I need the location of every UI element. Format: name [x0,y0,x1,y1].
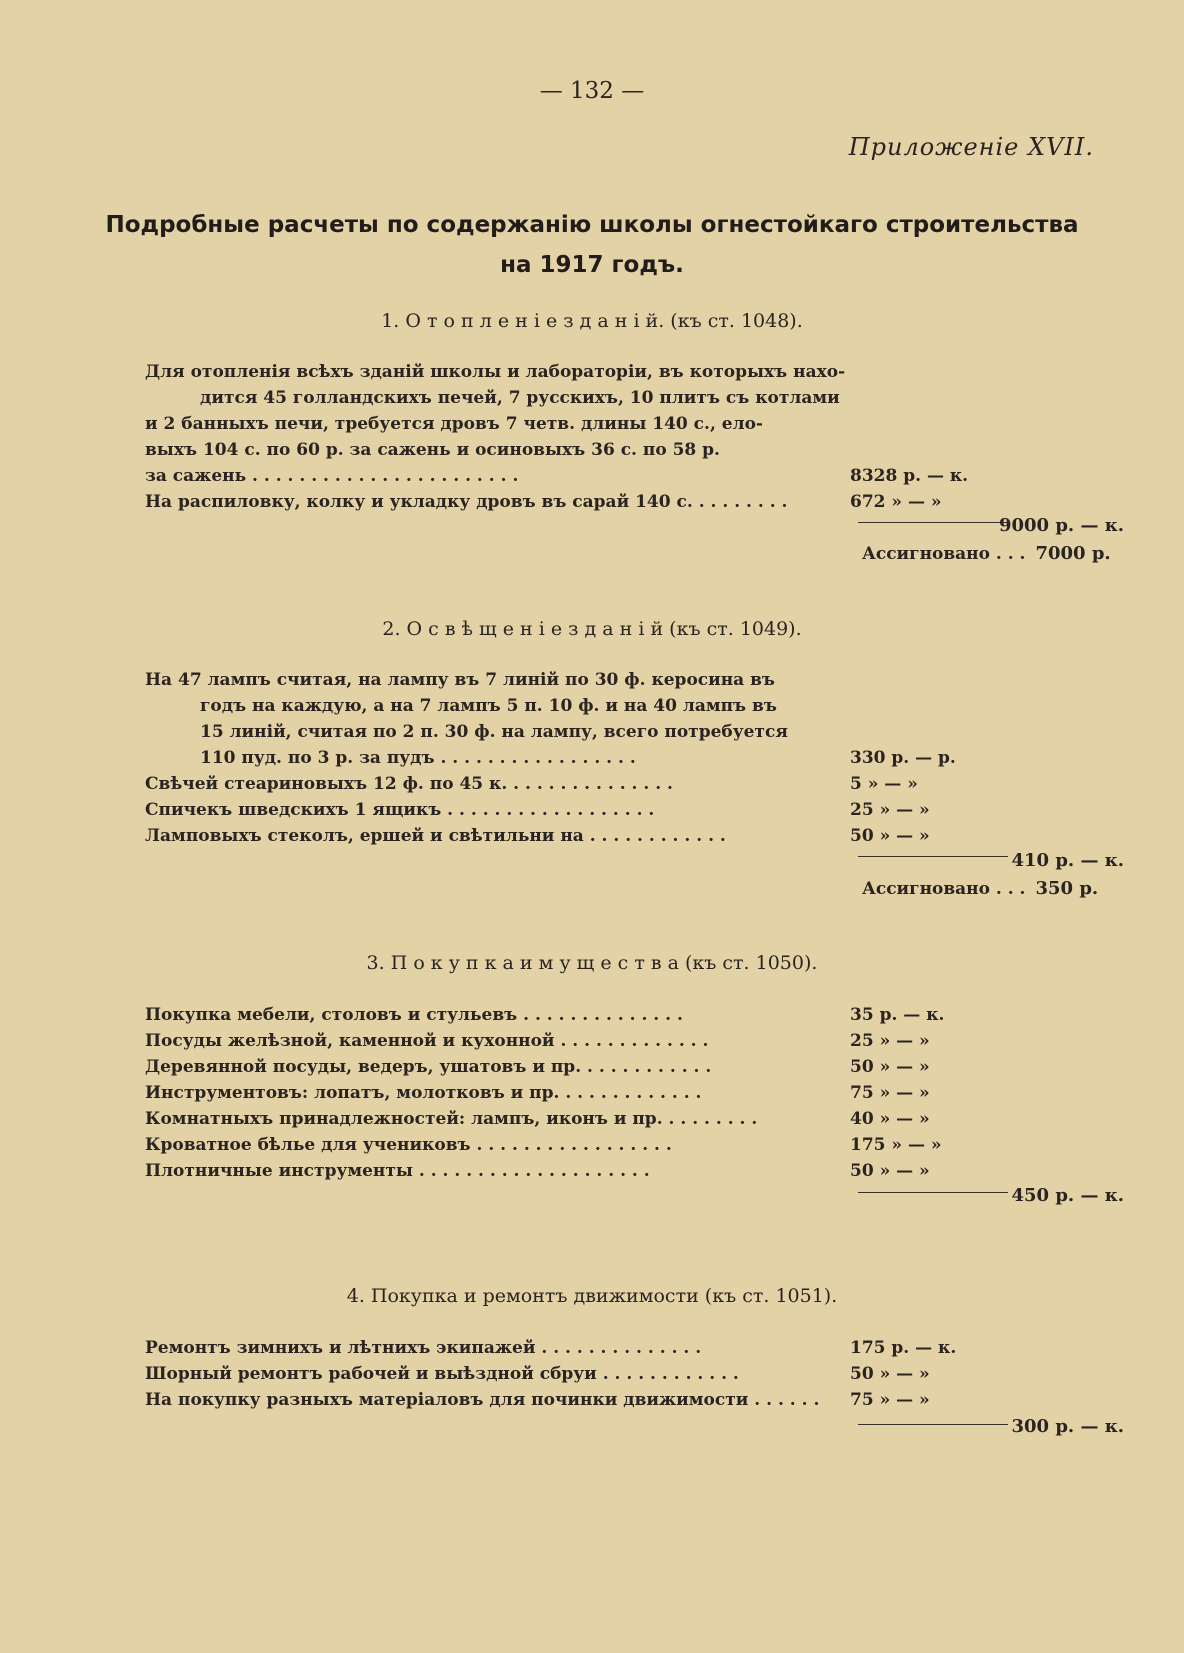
section-2-line: На 47 лампъ считая, на лампу въ 7 линій по 30 ф. керосина въ [145,670,775,690]
section-4-amount: 75 » — » [850,1390,930,1410]
section-1-total: 9000 р. — к. [998,515,1124,536]
section-3-subtotal-rule [858,1192,1008,1193]
section-3-line: Плотничные инструменты . . . . . . . . . . . . . . . . . . . . [145,1161,650,1181]
section-3-amount: 50 » — » [850,1161,930,1181]
section-2-line: Свѣчей стеариновыхъ 12 ф. по 45 к. . . . . . . . . . . . . . . [145,774,673,794]
section-2-subtotal-rule [858,856,1008,857]
section-4-line: На покупку разныхъ матеріаловъ для починки движимости . . . . . . [145,1390,820,1410]
section-3-line: Покупка мебели, столовъ и стульевъ . . . . . . . . . . . . . . [145,1005,683,1025]
section-2-heading: 2. О с в ѣ щ е н і е з д а н і й (къ ст. 1049). [382,618,802,640]
assigned-value: 7000 р. [1035,543,1111,564]
section-4-amount: 175 р. — к. [850,1338,957,1358]
section-1-amount: 8328 р. — к. [850,466,969,486]
document-title-year: на 1917 годъ. [500,252,684,278]
section-1-line: дится 45 голландскихъ печей, 7 русскихъ, 10 плитъ съ котлами [200,388,840,408]
section-2-amount: 330 р. — р. [850,748,956,768]
section-2-assigned [862,878,1162,899]
assigned-label: Ассигновано . . . [862,879,1026,899]
page-number: — 132 — [539,78,645,104]
section-1-line: На распиловку, колку и укладку дровъ въ сарай 140 с. . . . . . . . . [145,492,788,512]
section-2-line: Ламповыхъ стеколъ, ершей и свѣтильни на . . . . . . . . . . . . [145,826,726,846]
section-1-assigned [862,543,1162,564]
assigned-label: Ассигновано . . . [862,544,1026,564]
section-3-amount: 25 » — » [850,1031,930,1051]
section-2-line: 110 пуд. по 3 р. за пудъ . . . . . . . . . . . . . . . . . [200,748,636,768]
section-3-line: Инструментовъ: лопатъ, молотковъ и пр. . . . . . . . . . . . . [145,1083,702,1103]
section-3-amount: 75 » — » [850,1083,930,1103]
section-4-heading: 4. Покупка и ремонтъ движимости (къ ст. 1051). [346,1285,838,1307]
section-1-line: выхъ 104 с. по 60 р. за сажень и осиновыхъ 36 с. по 58 р. [145,440,720,460]
section-3-total: 450 р. — к. [1011,1185,1124,1206]
section-2-line: 15 линій, считая по 2 п. 30 ф. на лампу, всего потребуется [200,722,788,742]
section-2-amount: 5 » — » [850,774,918,794]
section-3-line: Кроватное бѣлье для учениковъ . . . . . . . . . . . . . . . . . [145,1135,672,1155]
section-3-amount: 175 » — » [850,1135,942,1155]
section-1-heading: 1. О т о п л е н і е з д а н і й. (къ ст. 1048). [381,310,803,332]
section-4-subtotal-rule [858,1424,1008,1425]
section-3-line: Посуды желѣзной, каменной и кухонной . . . . . . . . . . . . . [145,1031,709,1051]
section-2-amount: 25 » — » [850,800,930,820]
section-3-heading: 3. П о к у п к а и м у щ е с т в а (къ ст. 1050). [366,952,818,974]
section-1-line: за сажень . . . . . . . . . . . . . . . . . . . . . . . [145,466,519,486]
section-3-amount: 35 р. — к. [850,1005,945,1025]
section-1-subtotal-rule [858,522,1008,523]
section-4-total: 300 р. — к. [1011,1416,1124,1437]
section-2-line: Спичекъ шведскихъ 1 ящикъ . . . . . . . . . . . . . . . . . . [145,800,655,820]
assigned-value: 350 р. [1035,878,1099,899]
section-1-line: и 2 банныхъ печи, требуется дровъ 7 четв. длины 140 с., ело- [145,414,763,434]
section-1-amount: 672 » — » [850,492,942,512]
document-title: Подробные расчеты по содержанію школы огнестойкаго строительства [105,212,1079,238]
section-2-total: 410 р. — к. [1011,850,1124,871]
section-3-amount: 50 » — » [850,1057,930,1077]
section-3-amount: 40 » — » [850,1109,930,1129]
appendix-label: Приложеніе XVII. [848,133,1094,161]
section-4-amount: 50 » — » [850,1364,930,1384]
section-2-amount: 50 » — » [850,826,930,846]
section-3-line: Деревянной посуды, ведеръ, ушатовъ и пр. . . . . . . . . . . . [145,1057,712,1077]
section-1-line: Для отопленія всѣхъ зданій школы и лабораторіи, въ которыхъ нахо- [145,362,845,382]
section-2-line: годъ на каждую, а на 7 лампъ 5 п. 10 ф. и на 40 лампъ въ [200,696,777,716]
section-3-line: Комнатныхъ принадлежностей: лампъ, иконъ и пр. . . . . . . . . [145,1109,758,1129]
section-4-line: Шорный ремонтъ рабочей и выѣздной сбруи . . . . . . . . . . . . [145,1364,739,1384]
section-4-line: Ремонтъ зимнихъ и лѣтнихъ экипажей . . . . . . . . . . . . . . [145,1338,702,1358]
